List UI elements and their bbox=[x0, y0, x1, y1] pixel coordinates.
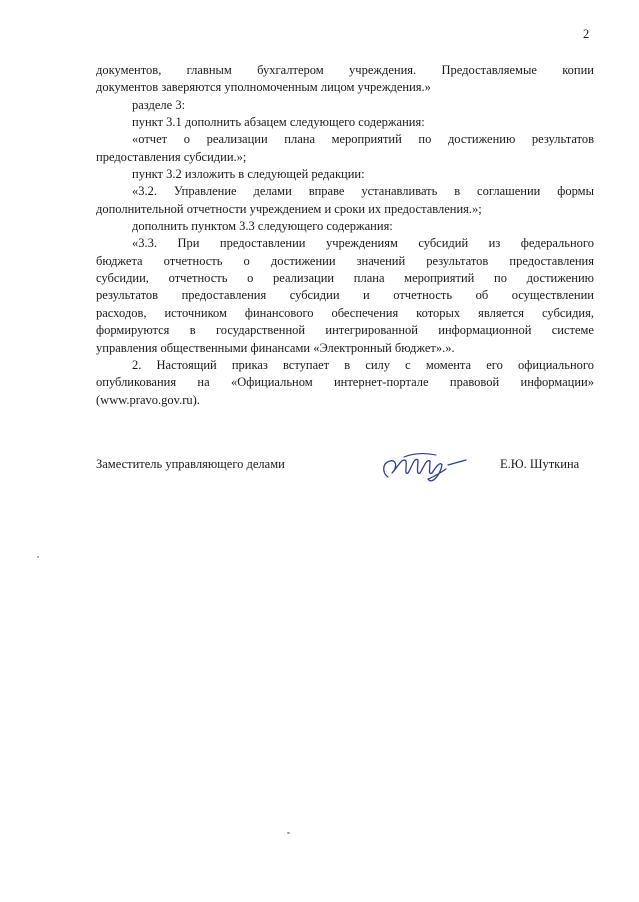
text-line: (www.pravo.gov.ru). bbox=[96, 392, 200, 407]
text-line: предоставления субсидии.»; bbox=[96, 149, 247, 164]
signatory-position: Заместитель управляющего делами bbox=[96, 457, 285, 471]
text-line: пункт 3.2 изложить в следующей редакции: bbox=[132, 167, 365, 182]
text-line: формируются в государственной интегрированной информационной системе bbox=[96, 323, 594, 338]
text-line: дополнить пунктом 3.3 следующего содержания: bbox=[132, 219, 393, 234]
text-line: «3.3. При предоставлении учреждениям субсидий из федерального bbox=[132, 236, 594, 251]
scan-speck bbox=[37, 556, 39, 558]
text-line: 2. Настоящий приказ вступает в силу с момента его официального bbox=[132, 357, 594, 372]
text-line: расходов, источником финансового обеспечения которых является субсидия, bbox=[96, 305, 594, 320]
page-number: 2 bbox=[583, 27, 590, 41]
text-line: пункт 3.1 дополнить абзацем следующего содержания: bbox=[132, 115, 425, 130]
document-body bbox=[96, 62, 594, 409]
text-line: документов заверяются уполномоченным лицом учреждения.» bbox=[96, 80, 431, 95]
text-line: субсидии, отчетность о реализации плана мероприятий по достижению bbox=[96, 271, 594, 286]
text-line: управления общественными финансами «Электронный бюджет».». bbox=[96, 340, 455, 355]
handwritten-signature bbox=[374, 443, 474, 488]
text-line: опубликования на «Официальном интернет-портале правовой информации» bbox=[96, 375, 594, 390]
text-line: «отчет о реализации плана мероприятий по достижению результатов bbox=[132, 132, 594, 147]
scan-speck bbox=[287, 832, 290, 834]
text-line: документов, главным бухгалтером учреждения. Предоставляемые копии bbox=[96, 63, 594, 77]
text-line: «3.2. Управление делами вправе устанавливать в соглашении формы bbox=[132, 184, 594, 199]
text-line: бюджета отчетность о достижении значений результатов предоставления bbox=[96, 253, 594, 268]
signatory-name: Е.Ю. Шуткина bbox=[500, 457, 580, 471]
text-line: результатов предоставления субсидии и отчетность об осуществлении bbox=[96, 288, 594, 303]
text-line: дополнительной отчетности учреждением и сроки их предоставления.»; bbox=[96, 201, 482, 216]
text-line: разделе 3: bbox=[132, 97, 186, 112]
